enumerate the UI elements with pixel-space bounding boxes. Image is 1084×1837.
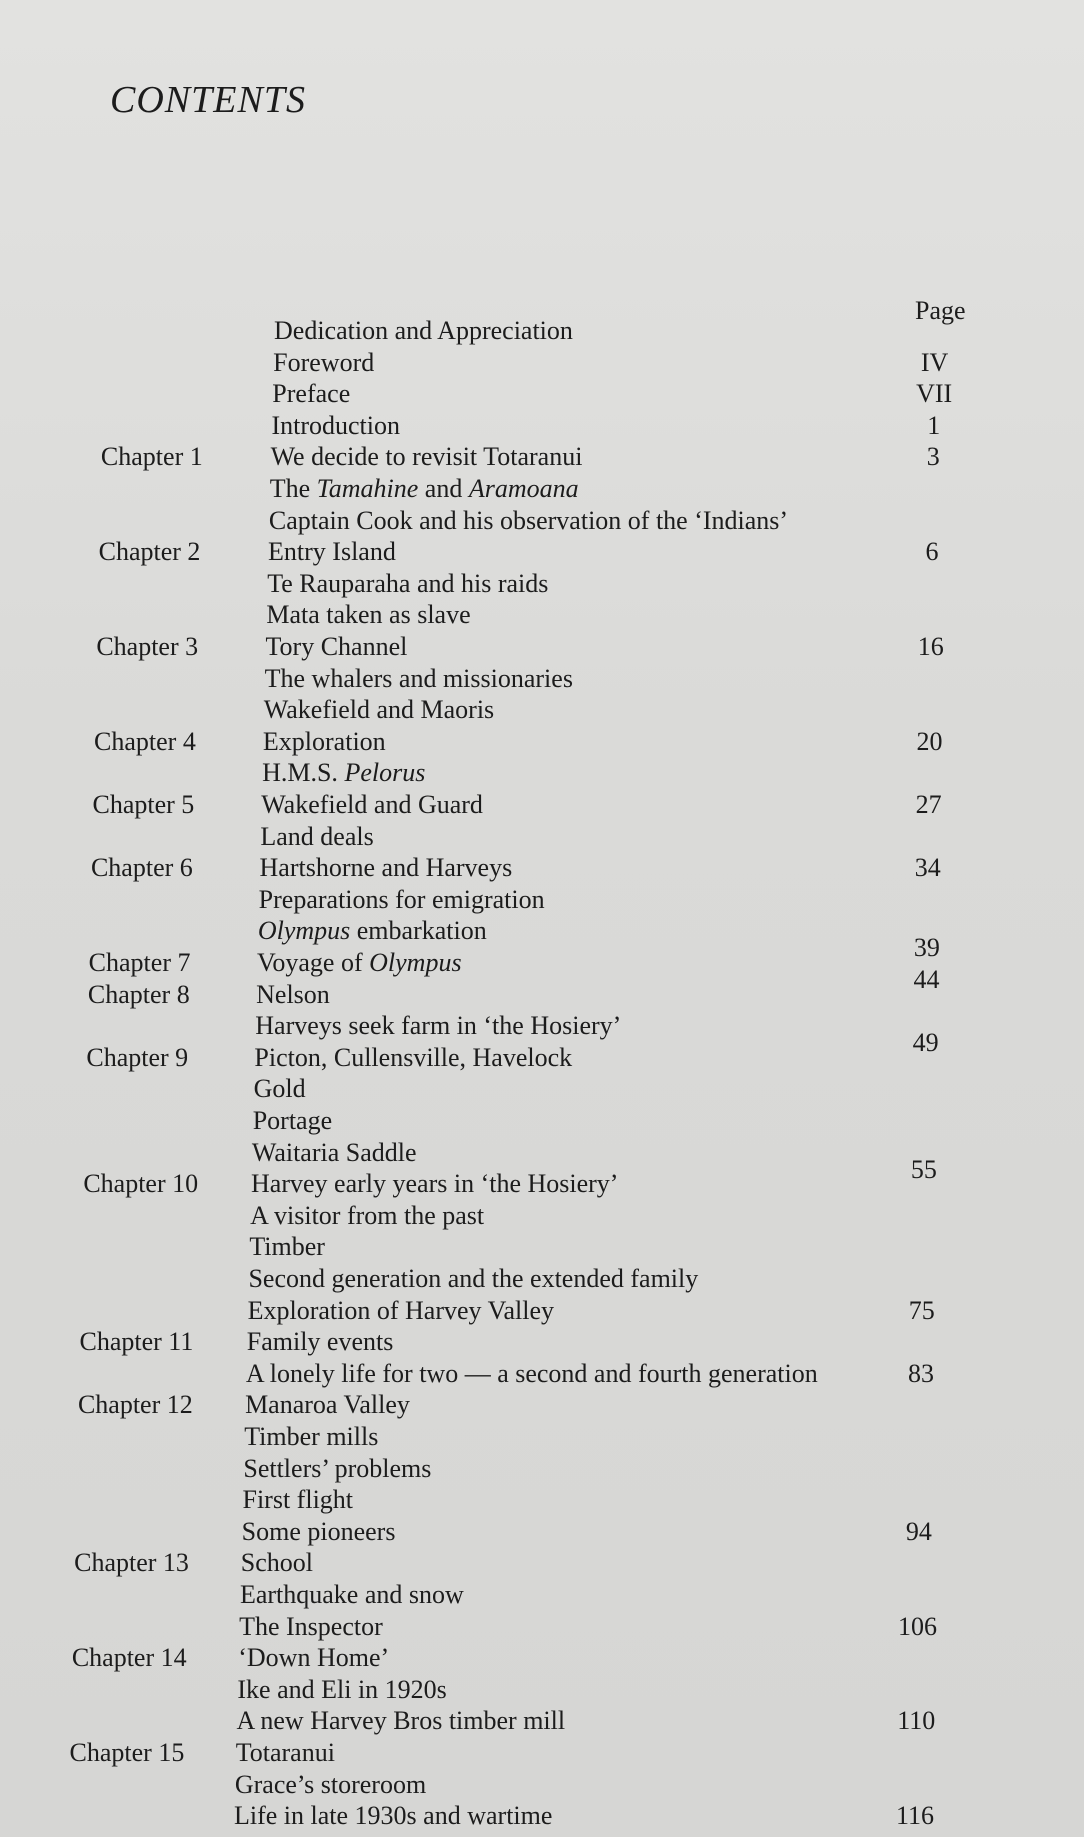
toc-row [0, 472, 1084, 506]
toc-entry: A new Harvey Bros timber mill [236, 1706, 566, 1736]
toc-entry-part: Tamahine [316, 474, 419, 503]
toc-entry: Manaroa Valley [245, 1390, 410, 1420]
toc-row [0, 1799, 1084, 1833]
toc-row [0, 1515, 1084, 1549]
page-number: 116 [895, 1801, 935, 1831]
toc-row [0, 1768, 1084, 1802]
toc-row [0, 788, 1084, 822]
toc-entry: Harvey early years in ‘the Hosiery’ [251, 1169, 619, 1199]
toc-entry: Timber [249, 1232, 325, 1262]
toc-row [0, 535, 1084, 569]
toc-entry: We decide to revisit Totaranui [270, 442, 583, 472]
toc-row [0, 693, 1084, 727]
toc-row [0, 377, 1084, 411]
toc-entry: Entry Island [268, 537, 396, 567]
toc-row [0, 346, 1084, 380]
page-number: 39 [913, 933, 940, 963]
toc-entry-part: and [418, 474, 469, 503]
toc-entry: Some pioneers [241, 1516, 396, 1546]
page-number: 110 [897, 1706, 936, 1736]
page-number: 49 [912, 1028, 939, 1058]
toc-row [0, 567, 1084, 601]
page-number: VII [916, 379, 953, 409]
toc-row [0, 851, 1084, 885]
toc-row [0, 662, 1084, 696]
toc-row [0, 598, 1084, 632]
page-number: 3 [926, 442, 940, 472]
toc-row [0, 1294, 1084, 1328]
toc-row [0, 1736, 1084, 1770]
chapter-label: Chapter 4 [94, 726, 196, 756]
toc-entry: ‘Down Home’ [238, 1643, 390, 1673]
toc-row [0, 1199, 1084, 1233]
toc-entry [258, 914, 487, 948]
page-number: 75 [908, 1295, 935, 1325]
toc-entry [270, 472, 579, 506]
toc-entry: Hartshorne and Harveys [259, 853, 513, 883]
toc-entry [257, 946, 462, 980]
toc-row [0, 1357, 1084, 1391]
toc-entry: Captain Cook and his observation of the ‘Indians’ [268, 505, 789, 535]
toc-row [0, 409, 1084, 443]
toc-row [0, 1072, 1084, 1106]
toc-entry: Mata taken as slave [266, 600, 471, 630]
chapter-label: Chapter 6 [90, 853, 193, 883]
toc-entry: Grace’s storeroom [234, 1769, 427, 1799]
toc-entry-part: The [269, 474, 317, 503]
toc-entry: The Inspector [239, 1611, 383, 1641]
page-number: 55 [910, 1154, 937, 1184]
chapter-label: Chapter 10 [83, 1169, 199, 1199]
toc-row [0, 1420, 1084, 1454]
toc-row [0, 1546, 1084, 1580]
toc-row [0, 756, 1084, 790]
chapter-label: Chapter 8 [87, 979, 190, 1009]
chapter-label: Chapter 5 [92, 790, 195, 819]
toc-entry: Nelson [256, 979, 330, 1009]
page-number: 20 [916, 726, 943, 756]
toc-row [0, 630, 1084, 664]
toc-row [0, 883, 1084, 917]
page-number: 94 [905, 1516, 932, 1546]
toc-entry: Settlers’ problems [243, 1453, 432, 1483]
toc-entry: Ike and Eli in 1920s [237, 1674, 447, 1704]
toc-row [0, 1673, 1084, 1707]
toc-row [0, 820, 1084, 854]
toc-row [0, 1167, 1084, 1201]
toc-entry: Family events [246, 1327, 394, 1357]
toc-entry: Harveys seek farm in ‘the Hosiery’ [255, 1011, 622, 1041]
page-number: 106 [898, 1611, 938, 1641]
toc-row [0, 1641, 1084, 1675]
chapter-label: Chapter 1 [100, 442, 203, 472]
toc-entry-part: Olympus [257, 916, 351, 946]
page-number: 44 [913, 965, 940, 994]
toc-entry-part: Pelorus [344, 758, 426, 788]
page-number: 6 [925, 537, 939, 567]
toc-entry-part: Voyage of [256, 948, 370, 977]
chapter-label: Chapter 11 [79, 1327, 194, 1357]
page-number: 27 [915, 790, 942, 819]
page-number: IV [920, 347, 949, 377]
chapter-label: Chapter 14 [71, 1643, 187, 1673]
toc-row [0, 1388, 1084, 1422]
toc-entry: School [240, 1548, 314, 1578]
page-number: 16 [917, 632, 944, 661]
toc-entry: Preparations for emigration [258, 884, 545, 914]
toc-entry: Waitaria Saddle [251, 1137, 417, 1167]
toc-row [0, 1483, 1084, 1517]
toc-entry: Exploration [262, 726, 386, 756]
toc-entry: Dedication and Appreciation [274, 316, 573, 345]
toc-entry: Te Rauparaha and his raids [267, 568, 549, 598]
page-number: 83 [907, 1358, 934, 1388]
toc-entry: First flight [242, 1485, 354, 1515]
toc-entry: Tory Channel [265, 632, 408, 661]
toc-entry: Wakefield and Guard [261, 790, 483, 819]
chapter-label: Chapter 13 [74, 1548, 189, 1578]
toc-entry: Timber mills [244, 1422, 379, 1451]
toc-entry-part: H.M.S. [262, 758, 345, 788]
chapter-label: Chapter 15 [69, 1738, 185, 1767]
chapter-label: Chapter 7 [88, 948, 191, 977]
toc-entry: Earthquake and snow [239, 1580, 464, 1609]
toc-entry [262, 756, 425, 790]
toc-entry: Introduction [271, 410, 400, 440]
chapter-label: Chapter 12 [77, 1390, 193, 1420]
toc-row [0, 725, 1084, 759]
toc-row [0, 1452, 1084, 1486]
toc-row [0, 1704, 1084, 1738]
toc-entry: A lonely life for two — a second and fourth generation [245, 1358, 818, 1388]
toc-row [0, 1041, 1084, 1075]
toc-row [0, 1104, 1084, 1138]
toc-row [0, 1262, 1084, 1296]
chapter-label: Chapter 2 [98, 537, 201, 567]
toc-entry: Life in late 1930s and wartime [234, 1801, 553, 1831]
toc-entry: A visitor from the past [250, 1200, 485, 1230]
toc-entry-part: embarkation [350, 916, 487, 946]
toc-entry: Foreword [273, 347, 375, 377]
toc-entry: Preface [272, 379, 351, 409]
page-column-header: Page [915, 296, 966, 325]
page-number: 34 [914, 853, 941, 883]
page-number: 1 [927, 410, 941, 440]
chapter-label: Chapter 3 [96, 632, 199, 661]
toc-row [0, 1325, 1084, 1359]
page-title: CONTENTS [110, 79, 306, 121]
toc-entry: Wakefield and Maoris [263, 695, 495, 725]
toc-row [0, 440, 1084, 474]
toc-row [0, 1610, 1084, 1644]
toc-entry: Picton, Cullensville, Havelock [254, 1042, 573, 1072]
toc-row [0, 504, 1084, 538]
toc-entry: Second generation and the extended family [248, 1264, 699, 1293]
toc-row [0, 978, 1084, 1012]
toc-entry: Gold [253, 1074, 306, 1104]
toc-entry: Totaranui [235, 1738, 335, 1767]
toc-entry: The whalers and missionaries [264, 663, 573, 693]
toc-entry-part: Aramoana [468, 474, 579, 503]
toc-row [0, 314, 1084, 348]
toc-row [0, 1578, 1084, 1612]
chapter-label: Chapter 9 [86, 1042, 189, 1072]
toc-entry: Exploration of Harvey Valley [247, 1295, 554, 1325]
toc-entry: Portage [252, 1106, 333, 1135]
toc-row [0, 1230, 1084, 1264]
toc-entry: Land deals [260, 821, 374, 851]
toc-entry-part: Olympus [369, 948, 462, 977]
